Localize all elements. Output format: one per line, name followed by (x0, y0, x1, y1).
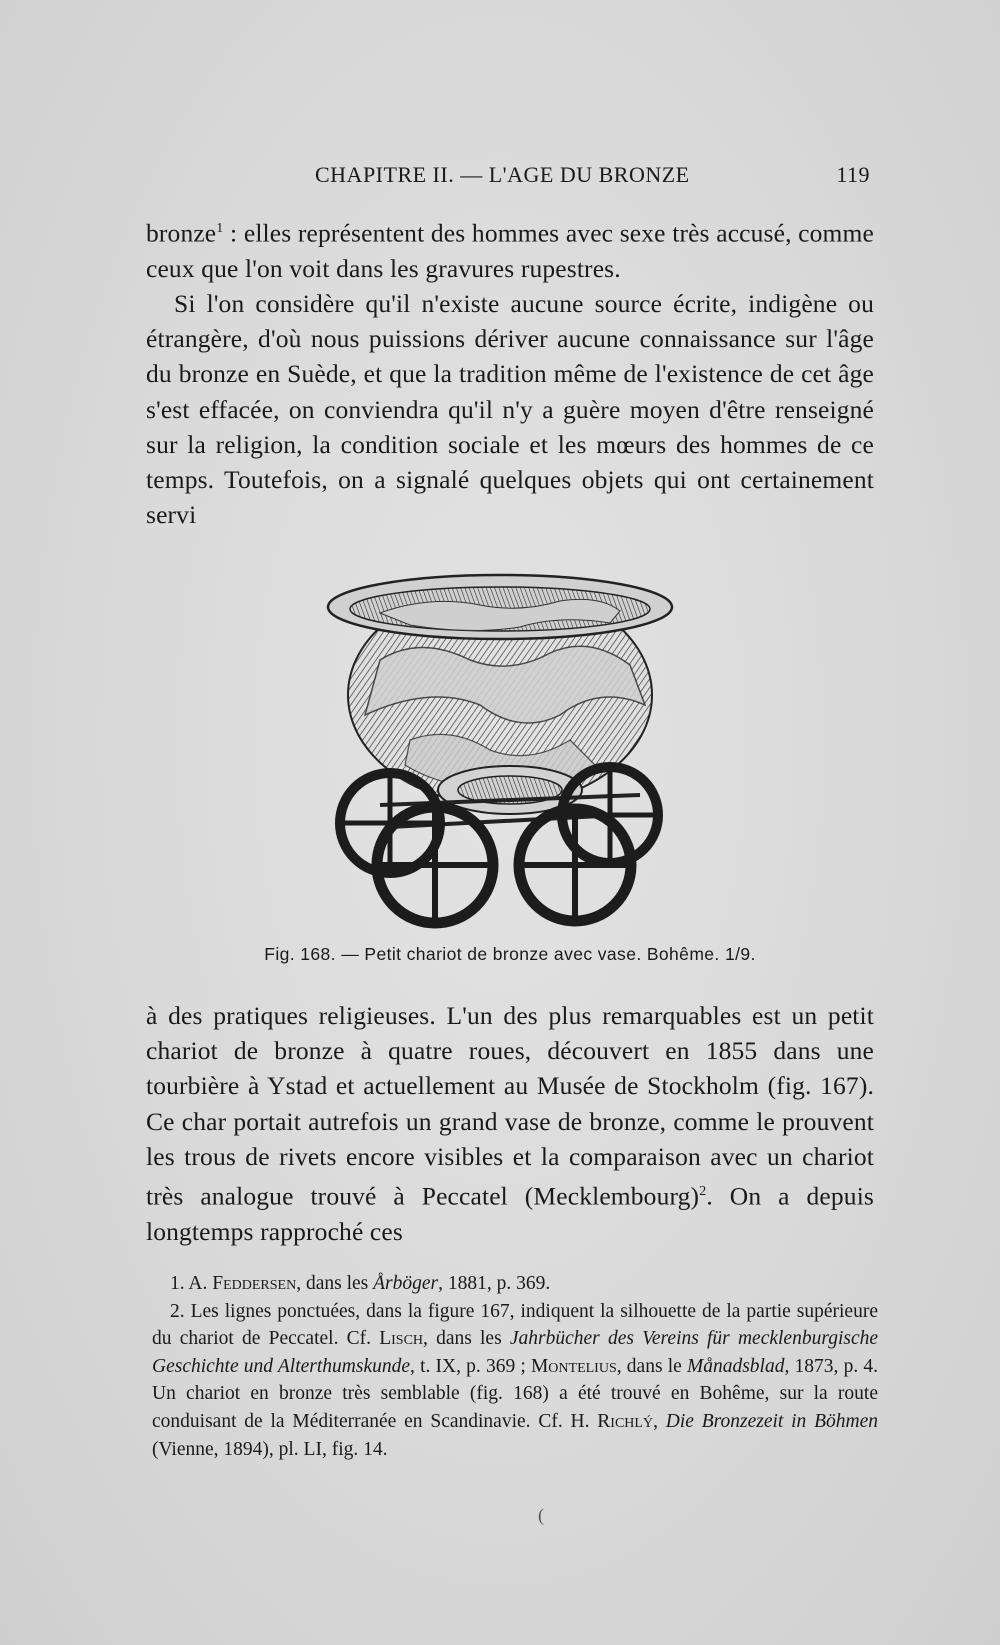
figure-caption: Fig. 168. — Petit chariot de bronze avec vase. Bohême. 1/9. (264, 944, 756, 964)
stray-mark: ( (538, 1505, 544, 1525)
body-text-bottom (146, 998, 874, 1249)
body-text-top (146, 211, 874, 532)
chapter-title: CHAPITRE II. — L'AGE DU BRONZE (315, 162, 690, 187)
paragraph-continued: bronze$^1$ : elles représentent des hommes avec sexe très accusé, comme ceux que l'on voit dans les gravures rupestres. (146, 218, 874, 283)
footnote-2: 2. Les lignes ponctuées, dans la figure 167, indiquent la silhouette de la partie supérieure du chariot de Peccatel. Cf. Lisch, dans les Jahrbücher des Vereins für mecklenburgische Geschichte und Alterthumskunde, t. IX, p. 369 ; Montelius, dans le Månadsblad, 1873, p. 4. Un chariot en bronze très semblable (fig. 168) a été trouvé en Bohême, sur la route conduisant de la Méditerranée en Scandinavie. Cf. H. Richlý, Die Bronzezeit in Böhmen (Vienne, 1894), pl. LI, fig. 14. (152, 1300, 879, 1460)
bronze-chariot-illustration (320, 565, 680, 940)
page-number: 119 (836, 162, 870, 187)
running-header (148, 162, 870, 196)
paragraph: Si l'on considère qu'il n'existe aucune source écrite, indigène ou étrangère, d'où nous puissions dériver aucune connaissance sur l'âge du bronze en Suède, et que la tradition même de l'existence de cet âge s'est effacée, on conviendra qu'il n'y a guère moyen d'être renseigné sur la religion, la condition sociale et les mœurs des hommes de ce temps. Toutefois, on a signalé quelques objets qui ont certainement servi (146, 288, 874, 530)
footnote-ref-2: 2 (699, 1184, 707, 1200)
paragraph: à des pratiques religieuses. L'un des plus remarquables est un petit chariot de bronze à quatre roues, découvert en 1855 dans une tourbière à Ystad et actuellement au Musée de Stockholm (fig. 167). Ce char portait autrefois un grand vase de bronze, comme le prouvent les trous de rivets encore visibles et la comparaison avec un chariot très analogue trouvé à Peccatel (Mecklembourg)$^2$. On a depuis longtemps rapproché ces (146, 1001, 874, 1246)
footnote-ref-1: 1 (216, 221, 224, 236)
footnotes (152, 1270, 878, 1463)
footnote-1: 1. A. Feddersen, dans les Årböger, 1881, p. 369. (170, 1273, 551, 1294)
